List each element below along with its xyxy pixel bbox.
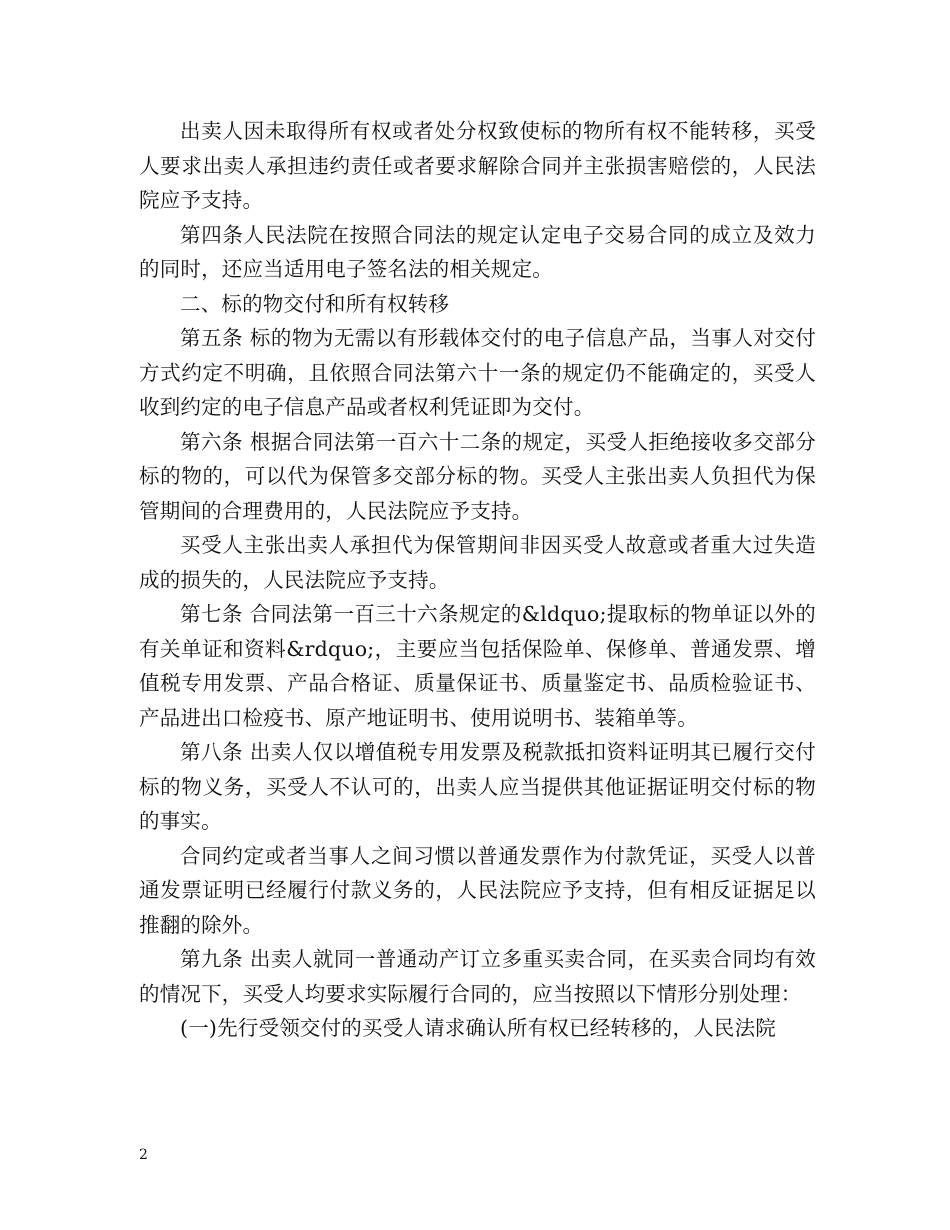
paragraph-article-9-item-1: (一)先行受领交付的买受人请求确认所有权已经转移的，人民法院	[180, 1016, 776, 1040]
document-body	[139, 114, 816, 1046]
paragraph-article-9: 第九条 出卖人就同一普通动产订立多重买卖合同，在买卖合同均有效的情况下，买受人均要求实际履行合同的，应当按照以下情形分别处理：	[139, 947, 816, 1006]
paragraph-1: 出卖人因未取得所有权或者处分权致使标的物所有权不能转移，买受人要求出卖人承担违约责任或者要求解除合同并主张损害赔偿的，人民法院应予支持。	[139, 119, 816, 212]
page-number: 2	[139, 1147, 148, 1163]
paragraph-article-5: 第五条 标的物为无需以有形载体交付的电子信息产品，当事人对交付方式约定不明确，且依照合同法第六十一条的规定仍不能确定的，买受人收到约定的电子信息产品或者权利凭证即为交付。	[139, 326, 816, 419]
paragraph-article-7: 第七条 合同法第一百三十六条规定的&ldquo;提取标的物单证以外的有关单证和资料&rdquo;，主要应当包括保险单、保修单、普通发票、增值税专用发票、产品合格证、质量保证书、质量鉴定书、品质检验证书、产品进出口检疫书、原产地证明书、使用说明书、装箱单等。	[139, 602, 816, 730]
paragraph-article-8: 第八条 出卖人仅以增值税专用发票及税款抵扣资料证明其已履行交付标的物义务，买受人不认可的，出卖人应当提供其他证据证明交付标的物的事实。	[139, 740, 816, 833]
paragraph-article-8-cont: 合同约定或者当事人之间习惯以普通发票作为付款凭证，买受人以普通发票证明已经履行付款义务的，人民法院应予支持，但有相反证据足以推翻的除外。	[139, 843, 816, 937]
paragraph-article-6-cont: 买受人主张出卖人承担代为保管期间非因买受人故意或者重大过失造成的损失的，人民法院应予支持。	[139, 533, 816, 592]
section-heading: 二、标的物交付和所有权转移	[180, 291, 450, 316]
paragraph-article-6: 第六条 根据合同法第一百六十二条的规定，买受人拒绝接收多交部分标的物的，可以代为保管多交部分标的物。买受人主张出卖人负担代为保管期间的合理费用的，人民法院应予支持。	[139, 429, 816, 523]
paragraph-2: 第四条人民法院在按照合同法的规定认定电子交易合同的成立及效力的同时，还应当适用电子签名法的相关规定。	[139, 222, 816, 281]
